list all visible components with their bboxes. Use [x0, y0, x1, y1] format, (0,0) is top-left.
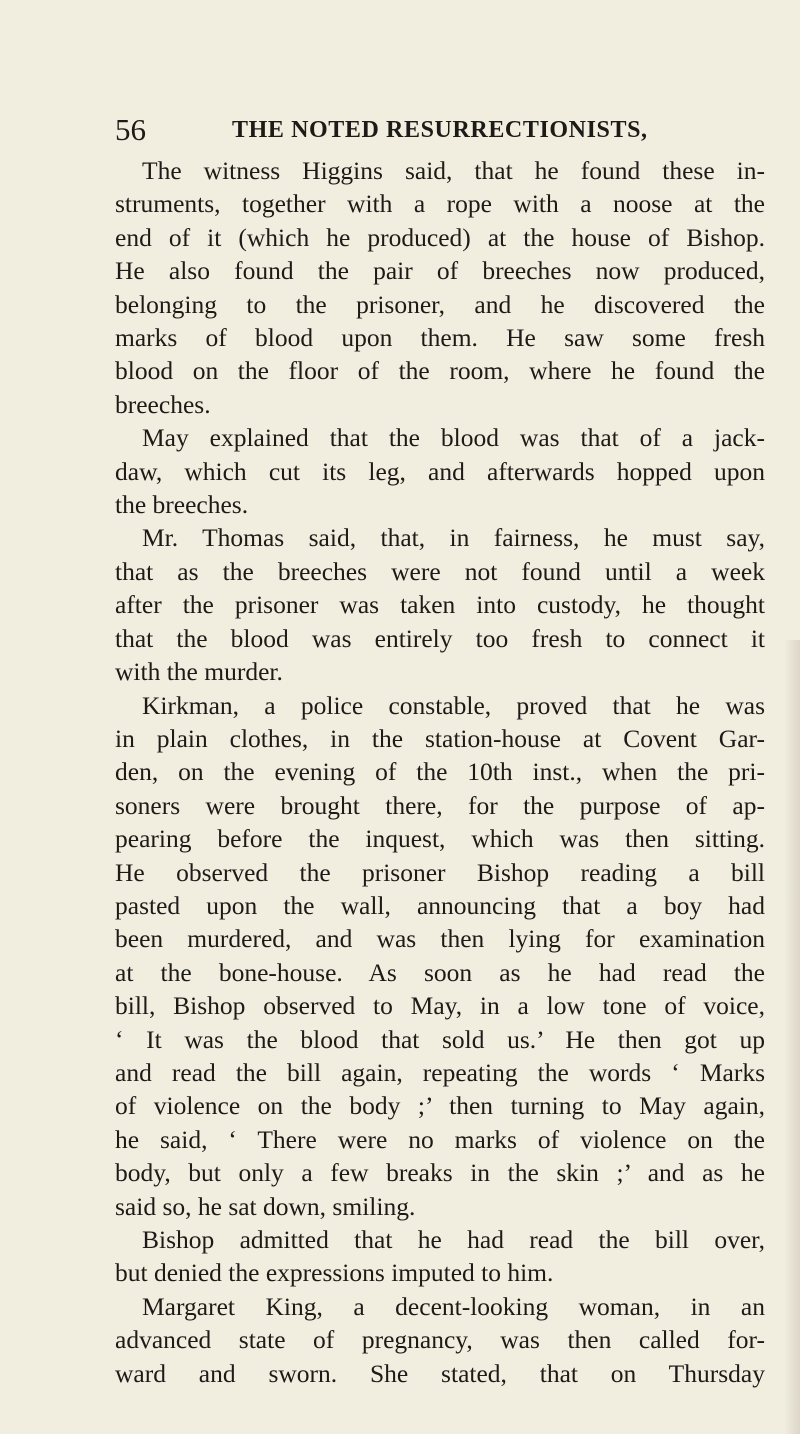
text-line: The witness Higgins said, that he found these in- — [142, 156, 765, 185]
text-line: with the murder. — [115, 657, 283, 687]
text-line: advanced state of pregnancy, was then called for- — [115, 1325, 765, 1355]
text-line: pearing before the inquest, which was then sitting. — [115, 824, 765, 854]
text-line: struments, together with a rope with a noose at the — [115, 189, 765, 219]
text-line: May explained that the blood was that of a jack- — [142, 423, 765, 453]
text-line: blood on the floor of the room, where he found the — [115, 356, 765, 386]
text-line: Bishop admitted that he had read the bill over, — [142, 1225, 765, 1254]
text-line: daw, which cut its leg, and afterwards hopped upon — [115, 456, 765, 486]
text-line: end of it (which he produced) at the house of Bishop. — [115, 222, 765, 252]
text-line: breeches. — [115, 389, 211, 419]
text-line: after the prisoner was taken into custody, he thought — [115, 590, 765, 620]
text-line: but denied the expressions imputed to him. — [115, 1258, 554, 1288]
text-line: Kirkman, a police constable, proved that he was — [142, 690, 765, 720]
text-line: that as the breeches were not found until a week — [115, 556, 765, 586]
text-line: and read the bill again, repeating the words ‘ Marks — [115, 1057, 765, 1087]
text-line: soners were brought there, for the purpose of ap- — [115, 790, 765, 820]
text-line: the breeches. — [115, 490, 249, 520]
running-title: THE NOTED RESURRECTIONISTS, — [232, 117, 648, 143]
text-line: body, but only a few breaks in the skin ;’ and as he — [115, 1158, 765, 1188]
text-line: marks of blood upon them. He saw some fresh — [115, 323, 765, 353]
page-number: 56 — [115, 112, 146, 147]
text-line: ‘ It was the blood that sold us.’ He then got up — [115, 1024, 765, 1054]
body-text — [115, 154, 765, 1390]
text-line: bill, Bishop observed to May, in a low tone of voice, — [115, 991, 765, 1021]
running-head — [115, 112, 755, 148]
text-line: that the blood was entirely too fresh to connect it — [115, 623, 765, 653]
text-line: said so, he sat down, smiling. — [115, 1191, 416, 1221]
text-line: ward and sworn. She stated, that on Thursday — [115, 1358, 765, 1388]
text-line: He observed the prisoner Bishop reading a bill — [115, 857, 765, 887]
text-line: Mr. Thomas said, that, in fairness, he must say, — [142, 523, 765, 553]
text-line: pasted upon the wall, announcing that a boy had — [115, 890, 765, 920]
text-line: been murdered, and was then lying for examination — [115, 924, 765, 954]
page-edge-shadow — [784, 640, 800, 1434]
text-line: belonging to the prisoner, and he discovered the — [115, 289, 765, 319]
text-line: at the bone-house. As soon as he had read the — [115, 957, 765, 987]
text-line: of violence on the body ;’ then turning to May again, — [115, 1091, 765, 1121]
text-line: he said, ‘ There were no marks of violence on the — [115, 1124, 765, 1154]
text-line: He also found the pair of breeches now produced, — [115, 256, 765, 286]
text-line: den, on the evening of the 10th inst., when the pri- — [115, 757, 765, 787]
text-line: Margaret King, a decent-looking woman, in an — [142, 1291, 765, 1321]
text-line: in plain clothes, in the station-house at Covent Gar- — [115, 723, 765, 753]
